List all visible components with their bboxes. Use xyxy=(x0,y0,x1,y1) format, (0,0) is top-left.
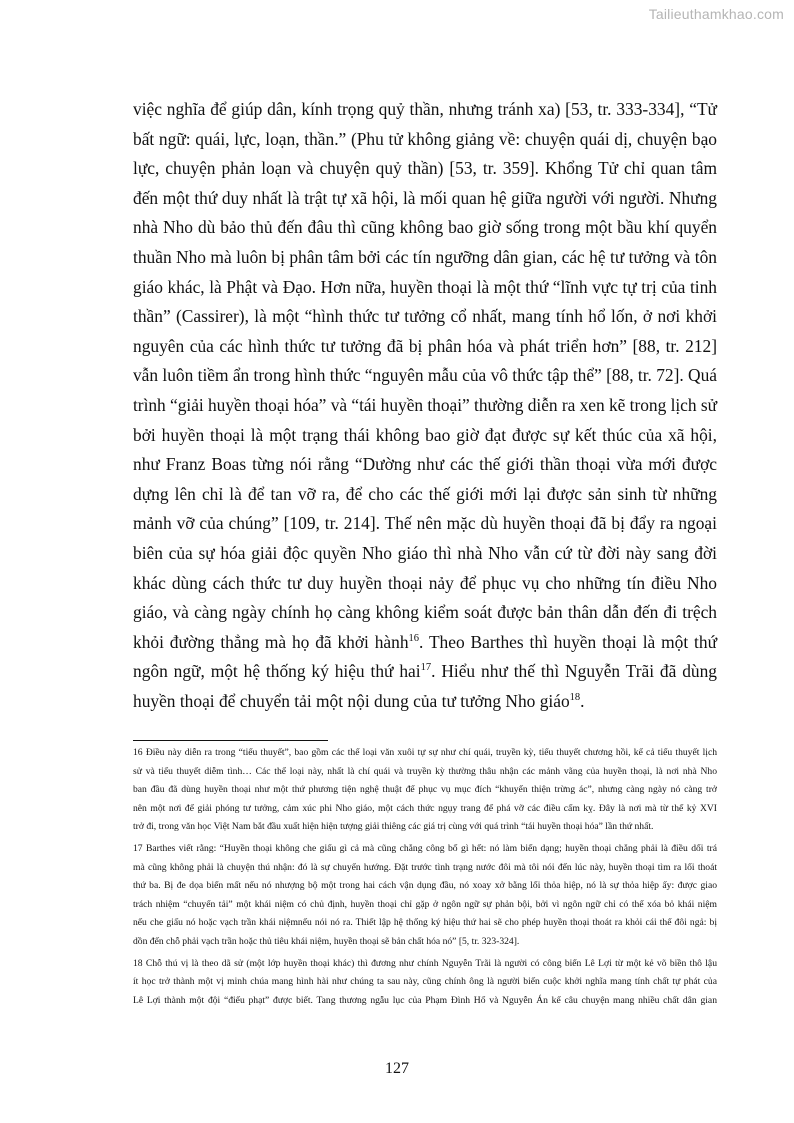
footnote-line: ít học trở thành một vị minh chúa mang hình hài như chúng ta sau này, cũng chính ông là người biến cuộc khởi nghĩa mang tính chất tự phát của xyxy=(133,976,717,988)
text-line: nguyên của các hình thức tư tưởng đã bị phân hóa và phát triển hơn” [88, tr. 212] xyxy=(133,335,717,356)
footnote-line: nên một nơi để giải phóng tư tưởng, cảm xúc phi Nho giáo, một cách thức ngụy trang để phá vỡ các điều cấm kỵ. Đây là nơi mà từ thế kỷ XVI xyxy=(133,802,717,814)
text-line: đến một thứ duy nhất là trật tự xã hội, là mối quan hệ giữa người với người. Nhưng xyxy=(133,187,717,208)
footnote-line: 16 Điều này diễn ra trong “tiểu thuyết”, bao gồm các thể loại văn xuôi tự sự như chí quái, truyền kỳ, tiểu thuyết chương hồi, kể cả tiểu thuyết lịch xyxy=(133,747,717,758)
text-segment: . Hiểu như thế thì Nguyễn Trãi đã dùng xyxy=(431,661,717,682)
footnote-line: dồn đến chỗ phải vạch trần hoặc thủ tiêu khái niệm, huyền thoại sẽ bản chất hóa nó” [5, tr. 323-324]. xyxy=(133,935,520,947)
text-line: bởi huyền thoại là một trạng thái không bao giờ đạt được sự kết thúc của xã hội, xyxy=(133,424,717,445)
footnote-line: thứ ba. Bị đe dọa biến mất nếu nó nhượng bộ một trong hai cách vận dụng đầu, nó xoay xở bằng lối thỏa hiệp, nó là sự thỏa hiệp ấy: được giao xyxy=(133,880,717,892)
footnote-18 xyxy=(133,955,717,1011)
text-line: như Franz Boas từng nói rằng “Dường như các thế giới thần thoại vừa mới được xyxy=(133,454,717,475)
footnote-ref-18[interactable]: 18 xyxy=(569,692,581,704)
text-line: biên của sự hóa giải độc quyền Nho giáo thì nhà Nho vẫn cứ từ đời này sang đời xyxy=(133,542,717,563)
footnote-line: sử và tiểu thuyết diễm tình… Các thể loại này, nhất là chí quái và truyền kỳ thường thâu nhận các mảnh vãng của huyền thoại, là nơi nhà Nho xyxy=(133,765,717,777)
page-number: 127 xyxy=(385,1060,409,1077)
footnote-line: 18 Chỗ thú vị là theo dã sử (một lớp huyền thoại khác) thì đương như chính Nguyễn Trãi là người có công biến Lê Lợi từ một kẻ võ biền thô lậu xyxy=(133,957,717,969)
text-line: trình “giải huyền thoại hóa” và “tái huyền thoại” thường diễn ra xen kẽ trong lịch sử xyxy=(133,394,717,415)
text-line: lực, chuyện phản loạn và chuyện quỷ thần) [53, tr. 359]. Khổng Tử chỉ quan tâm xyxy=(133,158,717,179)
text-line: thuần Nho mà luôn bị phân tâm bởi các tín ngưỡng dân gian, các hệ tư tưởng và tôn xyxy=(133,246,717,267)
text-line: giáo, và càng ngày chính họ càng không kiểm soát được bản thân dẫn đến đi trệch xyxy=(133,602,717,623)
footnote-ref-16[interactable]: 16 xyxy=(408,632,420,644)
text-line: thần” (Cassirer), là một “hình thức tư tưởng cổ nhất, mang tính hổ lốn, ở nơi khởi xyxy=(133,306,717,327)
footnote-line: mà cũng không phải là chuyện thú nhận: đó là sự chuyển hướng. Đặt trước tình trạng nước đôi mà tôi nói đến lúc này, huyền thoại tìm ra lối thoát xyxy=(133,861,717,873)
text-segment: huyền thoại để chuyển tải một nội dung của tư tưởng Nho giáo xyxy=(133,690,570,711)
main-text xyxy=(133,95,717,716)
footnotes xyxy=(133,744,717,1013)
text-segment: . xyxy=(580,690,585,711)
text-line: mảnh vỡ của chúng” [109, tr. 214]. Thế nên mặc dù huyền thoại đã bị đẩy ra ngoại xyxy=(133,513,717,534)
text-segment: . Theo Barthes thì huyền thoại là một thứ xyxy=(419,631,717,652)
text-line: nhà Nho dù bảo thủ đến đâu thì cũng không bao giờ sống trong một bầu khí quyển xyxy=(133,217,717,238)
footnote-17 xyxy=(133,840,717,952)
footnote-line: Lê Lợi thành một đội “điếu phạt” được biết. Tang thương ngẫu lục của Phạm Đình Hổ và Nguyễn Án kể câu chuyện mang nhiều chất dân gian xyxy=(133,994,717,1006)
text-line: dựng lên chỉ là để tan vỡ ra, để cho các thế giới mới lại được sản sinh từ những xyxy=(133,483,717,504)
text-line: khác dùng cách thức tư duy huyền thoại nảy để phục vụ cho những tín điều Nho xyxy=(133,572,717,593)
text-line: vẫn luôn tiềm ẩn trong hình thức “nguyên mẫu của vô thức tập thể” [88, tr. 72]. Quá xyxy=(133,365,717,386)
text-line xyxy=(133,657,717,687)
footnote-line: ban đầu đã dùng huyền thoại như một thứ phương tiện nghệ thuật để phục vụ mục đích “khuyến thiện trừng ác”, nhưng càng ngày nó càng trở xyxy=(133,784,717,796)
text-segment: khỏi đường thẳng mà họ đã khởi hành xyxy=(133,631,409,652)
footnote-separator xyxy=(133,740,328,741)
text-segment: ngôn ngữ, một hệ thống ký hiệu thứ hai xyxy=(133,661,421,682)
text-line: việc nghĩa để giúp dân, kính trọng quỷ thần, nhưng tránh xa) [53, tr. 333-334], “Tử xyxy=(133,99,717,119)
footnote-line: 17 Barthes viết rằng: “Huyền thoại không che giấu gì cả mà cũng chẳng công bố gì hết: nó làm biến dạng; huyền thoại chẳng phải là điều dối trá xyxy=(133,842,717,854)
text-line: bất ngữ: quái, lực, loạn, thần.” (Phu tử không giảng về: chuyện quái dị, chuyện bạo xyxy=(133,128,717,149)
text-line: giáo khác, là Phật và Đạo. Hơn nữa, huyền thoại là một thứ “lĩnh vực tự trị của tinh xyxy=(133,276,717,297)
footnote-16 xyxy=(133,744,717,837)
footnote-line: trách nhiệm “chuyển tải” một khái niệm có chủ định, huyền thoại chỉ gặp ở ngôn ngữ sự phản bội, bởi vì ngôn ngữ chỉ có thể xóa bỏ khái niệm xyxy=(133,898,717,910)
footnote-line: nếu che giấu nó hoặc vạch trần khái niệmnếu nói nó ra. Thiết lập hệ thống ký hiệu thứ hai sẽ cho phép huyền thoại thoát ra khỏi cái thế đôi ngả: bị xyxy=(133,917,717,929)
text-line xyxy=(133,628,717,658)
watermark: Tailieuthamkhao.com xyxy=(648,6,784,22)
footnote-ref-17[interactable]: 17 xyxy=(420,662,432,674)
text-line xyxy=(133,687,717,717)
footnote-line: trở đi, trong văn học Việt Nam bắt đầu xuất hiện hiện tượng giải thiêng các giá trị cùng với quá trình “tái huyền thoại hóa” lần thứ nhất. xyxy=(133,821,654,833)
